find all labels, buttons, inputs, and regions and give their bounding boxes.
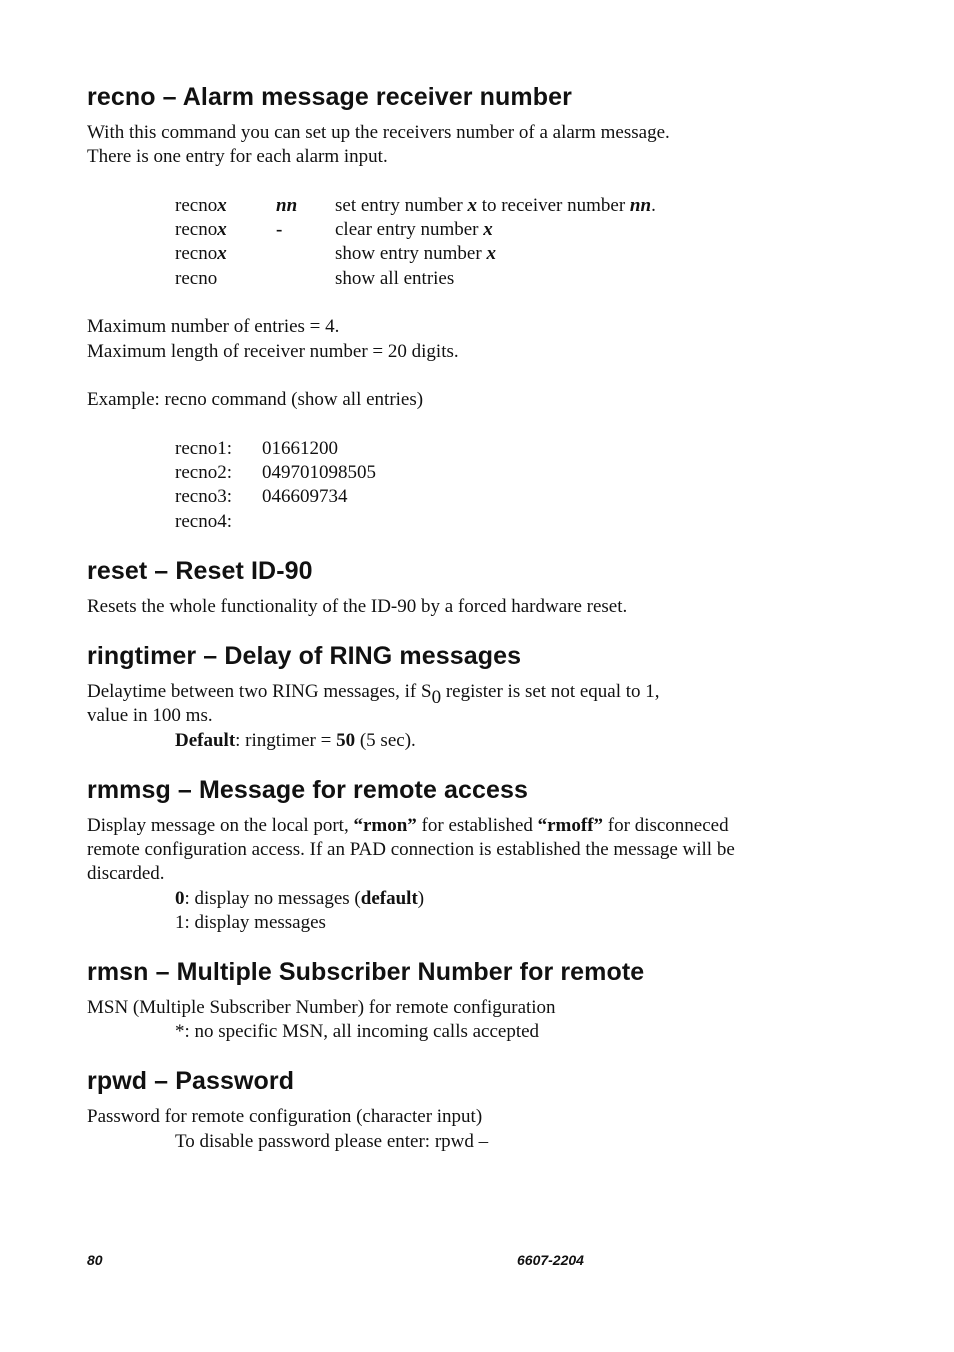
example-value-3: 046609734	[262, 486, 348, 507]
document-number: 6607-2204	[517, 1252, 584, 1268]
recno-intro-line-1: With this command you can set up the receivers number of a alarm message.	[87, 122, 670, 143]
recno-desc-4: show all entries	[335, 268, 455, 289]
rmmsg-option-1: 1: display messages	[175, 912, 326, 933]
ringtimer-default: Default: ringtimer = 50 (5 sec).	[175, 730, 416, 751]
section-title-reset: reset – Reset ID-90	[87, 557, 313, 585]
recno-cmd-2: recnox	[175, 219, 227, 240]
rpwd-disable-hint: To disable password please enter: rpwd –	[175, 1131, 489, 1152]
recno-param-2: -	[276, 219, 283, 240]
example-value-2: 049701098505	[262, 462, 376, 483]
recno-max-entries: Maximum number of entries = 4.	[87, 316, 340, 337]
recno-intro-line-2: There is one entry for each alarm input.	[87, 146, 388, 167]
section-title-recno: recno – Alarm message receiver number	[87, 83, 572, 111]
example-label-3: recno3:	[175, 486, 232, 507]
recno-cmd-1: recnox	[175, 195, 227, 216]
recno-desc-3: show entry number x	[335, 243, 496, 264]
rmsn-description: MSN (Multiple Subscriber Number) for remote configuration	[87, 997, 556, 1018]
rmmsg-option-0: 0: display no messages (default)	[175, 888, 425, 909]
rpwd-description: Password for remote configuration (character input)	[87, 1106, 483, 1127]
recno-max-length: Maximum length of receiver number = 20 digits.	[87, 341, 459, 362]
recno-example-caption: Example: recno command (show all entries)	[87, 389, 424, 410]
rmsn-option: *: no specific MSN, all incoming calls accepted	[175, 1021, 540, 1042]
section-title-rmmsg: rmmsg – Message for remote access	[87, 776, 529, 804]
ringtimer-description-1: Delaytime between two RING messages, if S0 register is set not equal to 1,	[87, 681, 660, 708]
recno-desc-1: set entry number x to receiver number nn.	[335, 195, 656, 216]
recno-param-1: nn	[276, 195, 298, 216]
rmmsg-description-3: discarded.	[87, 863, 165, 884]
example-label-1: recno1:	[175, 438, 232, 459]
recno-cmd-4: recno	[175, 268, 218, 289]
recno-desc-2: clear entry number x	[335, 219, 493, 240]
recno-cmd-3: recnox	[175, 243, 227, 264]
example-label-4: recno4:	[175, 511, 232, 532]
rmmsg-description-2: remote configuration access. If an PAD connection is established the message will be	[87, 839, 735, 860]
section-title-rmsn: rmsn – Multiple Subscriber Number for remote	[87, 958, 645, 986]
section-title-ringtimer: ringtimer – Delay of RING messages	[87, 642, 522, 670]
example-label-2: recno2:	[175, 462, 232, 483]
page-number: 80	[87, 1252, 103, 1268]
reset-description: Resets the whole functionality of the ID-90 by a forced hardware reset.	[87, 596, 628, 617]
rmmsg-description-1: Display message on the local port, “rmon” for established “rmoff” for disconneced	[87, 815, 729, 836]
example-value-1: 01661200	[262, 438, 338, 459]
ringtimer-description-2: value in 100 ms.	[87, 705, 213, 726]
section-title-rpwd: rpwd – Password	[87, 1067, 295, 1095]
